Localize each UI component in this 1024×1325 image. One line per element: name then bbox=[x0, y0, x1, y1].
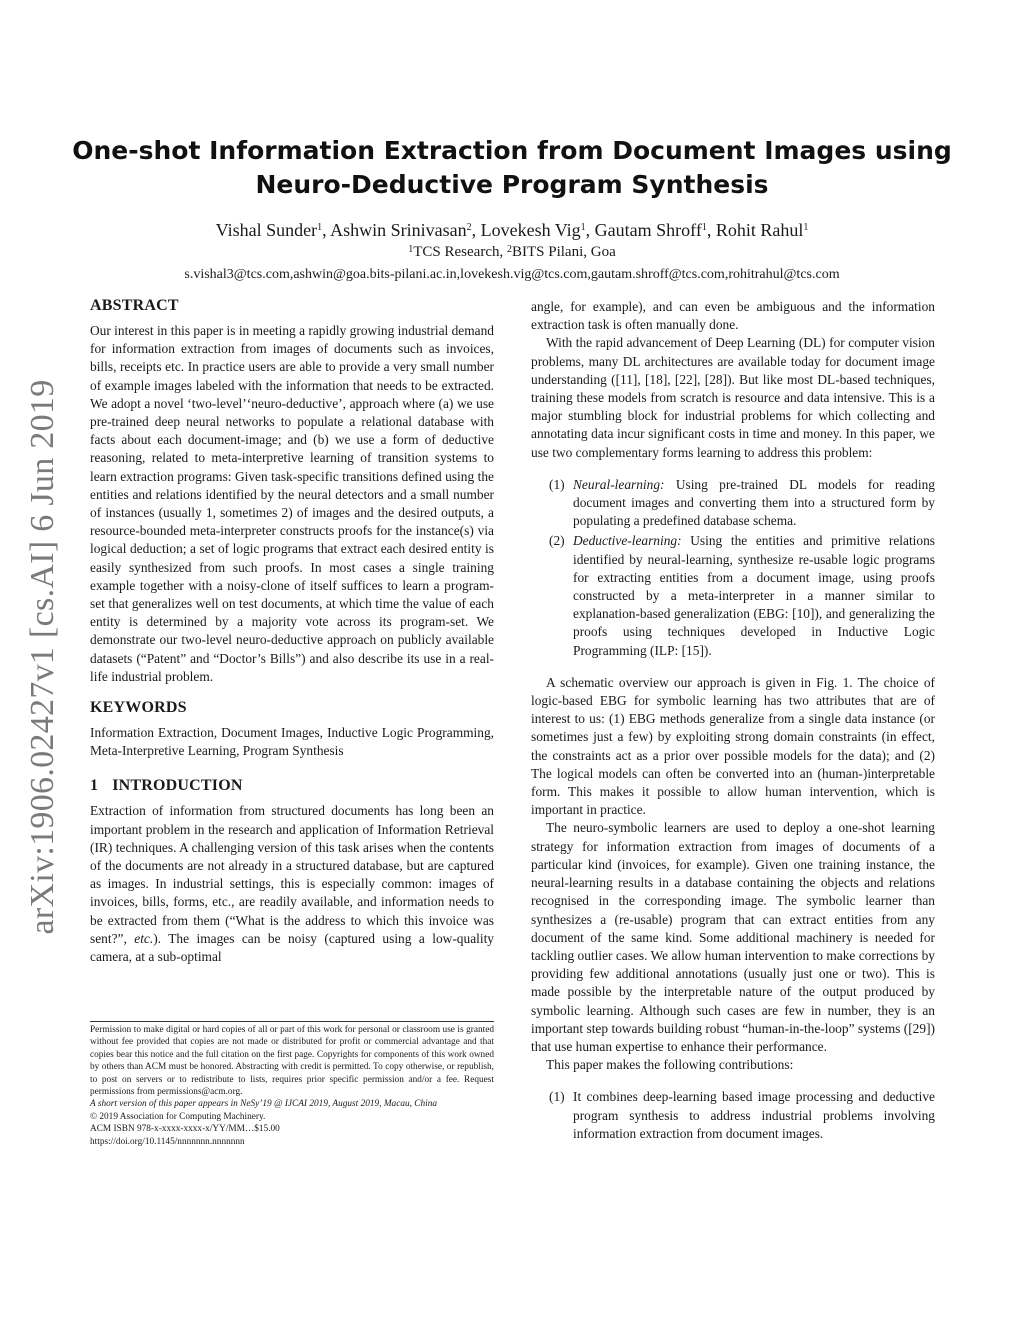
left-column bbox=[90, 296, 494, 966]
list-marker: (2) bbox=[549, 533, 565, 549]
permission-notice: Permission to make digital or hard copies of all or part of this work for personal or classroom use is granted without fee provided that copies are not made or distributed for profit or commercial advantage and that copies bear this notice and the full citation on the first page. Copyrights for components of this work owned by others than ACM must be honored. Abstracting with credit is permitted. To copy otherwise, or republish, to post on servers or to redistribute to lists, requires prior specific permission and/or a fee. Request permissions from permissions@acm.org. bbox=[90, 1025, 494, 1098]
list-item-text: Using pre-trained DL models for reading document images and converting them into a structured form by populating a predefined database schema. bbox=[573, 476, 935, 529]
author-affil-sup: 1 bbox=[803, 222, 809, 233]
author-emails: s.vishal3@tcs.com,ashwin@goa.bits-pilani.ac.in,lovekesh.vig@tcs.com,gautam.shroff@tcs.com,rohitrahul@tcs.com bbox=[184, 267, 840, 282]
list-item bbox=[531, 476, 935, 531]
abstract-text: Our interest in this paper is in meeting a rapidly growing industrial demand for information extraction from images of documents such as invoices, bills, receipts etc. In practice users are able to provide a very small number of example images labeled with the information that needs to be extracted. We adopt a novel ‘two-level’‘neuro-deductive’, approach where (a) we use pre-trained deep neural networks to populate a relational database with facts about each document-image; and (b) we use a form of deductive reasoning, related to meta-interpretive learning of transition systems to learn extraction programs: Given task-specific transitions defined using the entities and relations identified by the neural detectors and a small number of instances (usually 1, sometimes 2) of images and the desired outputs, a resource-bounded meta-interpreter constructs proofs for the instance(s) via logical deduction; a set of logic programs that extract each desired entity is easily synthesized from such proofs. In most cases a single training example together with a noisy-clone of itself suffices to learn a program-set that generalizes well on test documents, at which time the value of each entity is determined by a majority vote across its program-set. We demonstrate our two-level neuro-deductive approach on publicly available datasets (“Patent” and “Doctor’s Bills”) and also describe its use in a real-life industrial problem. bbox=[90, 323, 494, 684]
list-item-label: Neural-learning: bbox=[573, 476, 665, 492]
right-column bbox=[531, 298, 935, 1157]
introduction-heading bbox=[90, 776, 494, 796]
schematic-paragraph: A schematic overview our approach is given in Fig. 1. The choice of logic-based EBG for symbolic learning has two attributes that are of interest to us: (1) EBG methods generalize from a single data instance (or sometimes just a few) by exploiting strong domain constraints (in effect, the constraints act as a prior over possible models for the data); and (2) The logical models can often be converted into an (human-)interpretable form. This makes it possible to allow human intervention, which is important in practice. bbox=[531, 674, 935, 818]
list-item bbox=[531, 1088, 935, 1143]
section-title: INTRODUCTION bbox=[112, 777, 243, 795]
dl-paragraph: With the rapid advancement of Deep Learning (DL) for computer vision problems, many DL architectures are available today for document image understanding ([11], [18], [22], [28]). But like most DL-based techniques, training these models from scratch is resource and data intensive. This is a major stumbling block for industrial problems for which collecting and annotating data incur significant costs in time and money. In this paper, we use two complementary forms learning to address this problem: bbox=[531, 335, 935, 460]
intro-emphasis: etc. bbox=[134, 930, 154, 946]
copyright-line: © 2019 Association for Computing Machinery. bbox=[90, 1111, 266, 1122]
learning-forms-list bbox=[531, 476, 935, 660]
list-item-text: It combines deep-learning based image processing and deductive program synthesis to address industrial problems involving information extraction from document images. bbox=[573, 1089, 935, 1141]
short-version-note bbox=[90, 1098, 494, 1110]
author-name: Rohit Rahul bbox=[715, 220, 804, 240]
paper-title-line-1: One-shot Information Extraction from Document Images using bbox=[72, 136, 952, 165]
author-name: Vishal Sunder bbox=[215, 220, 318, 240]
author-name: Ashwin Srinivasan bbox=[330, 220, 467, 240]
footnote-divider bbox=[90, 1021, 494, 1022]
list-marker: (1) bbox=[549, 476, 565, 492]
isbn-line: ACM ISBN 978-x-xxxx-xxxx-x/YY/MM…$15.00 bbox=[90, 1124, 280, 1135]
contributions-intro: This paper makes the following contributions: bbox=[546, 1057, 794, 1073]
affiliations bbox=[0, 242, 1024, 262]
abstract-heading: ABSTRACT bbox=[90, 297, 179, 314]
affil-sup: 2 bbox=[506, 244, 512, 255]
section-number: 1 bbox=[90, 777, 99, 795]
affil-sup: 1 bbox=[408, 244, 414, 255]
list-item-label: Deductive-learning: bbox=[573, 533, 682, 549]
author-affil-sup: 1 bbox=[701, 222, 707, 233]
list-marker: (1) bbox=[549, 1089, 565, 1105]
intro-text-end: ). The images can be noisy (captured using a low-quality camera, at a sub-optimal bbox=[90, 930, 494, 965]
footnote bbox=[90, 1024, 494, 1148]
continued-paragraph: angle, for example), and can even be ambiguous and the information extraction task is often manually done. bbox=[531, 299, 935, 333]
doi-line: https://doi.org/10.1145/nnnnnnn.nnnnnnn bbox=[90, 1136, 245, 1147]
author-affil-sup: 1 bbox=[580, 222, 586, 233]
affiliation: BITS Pilani, Goa bbox=[511, 244, 616, 260]
author-affil-sup: 2 bbox=[466, 222, 472, 233]
author-list: Vishal Sunder$^1$, Ashwin Srinivasan$^2$, Lovekesh Vig$^1$, Gautam Shroff$^1$, Rohit Rahul$^1$ bbox=[215, 220, 809, 240]
list-item bbox=[531, 532, 935, 659]
intro-paragraph bbox=[90, 802, 494, 966]
paper-title-line-2: Neuro-Deductive Program Synthesis bbox=[255, 170, 769, 199]
paper-header bbox=[0, 134, 1024, 286]
author-affil-sup: 1 bbox=[317, 222, 323, 233]
keywords-text: Information Extraction, Document Images, Inductive Logic Programming, Meta-Interpretive Learning, Program Synthesis bbox=[90, 725, 494, 759]
neuro-symbolic-paragraph: The neuro-symbolic learners are used to deploy a one-shot learning strategy for information extraction from images of documents of a particular kind (invoices, for example). Given one training instance, the neural-learning results in a database containing the objects and relations recognised in the corresponding image. The symbolic learner than synthesizes a (re-usable) program that can extract entities from any document of the same kind. Some additional machinery is needed for tackling outlier cases. We allow human intervention to make corrections by providing few additional annotations (usually just one or two). This is made possible by the interpretable nature of the output produced by symbolic learning. Although such cases are few in number, they is an important step towards building robust “human-in-the-loop” systems ([29]) that use human expertise to enhance their performance. bbox=[531, 820, 935, 1054]
affiliation: TCS Research, bbox=[413, 244, 507, 260]
list-item-text: Using the entities and primitive relations identified by neural-learning, synthesize re-usable logic programs for extracting entities from a document image, using proofs constructed by a meta-interpreter in a manner similar to explanation-based generalization (EBG: [10]), and generalizing the proofs using techniques developed in Inductive Logic Programming (ILP: [15]). bbox=[573, 533, 935, 658]
arxiv-identifier: arXiv:1906.02427v1 [cs.AI] 6 Jun 2019 bbox=[24, 379, 61, 935]
author-name: Lovekesh Vig bbox=[480, 220, 581, 240]
short-version-text: A short version of this paper appears in NeSy’19 @ IJCAI 2019, August 2019, Macau, China bbox=[90, 1099, 438, 1110]
intro-text: Extraction of information from structured documents has long been an important problem in the research and application of Information Retrieval (IR) techniques. A challenging version of this task arises when the contents of the documents are not already in a structured database, but are captured as images. In industrial settings, this is especially common: images of invoices, bills, forms, etc., are readily available, and information needs to be extracted from them (“What is the address to which this invoice was sent?”, bbox=[90, 803, 494, 946]
contributions-list bbox=[531, 1088, 935, 1143]
author-name: Gautam Shroff bbox=[594, 220, 702, 240]
keywords-heading: KEYWORDS bbox=[90, 699, 187, 717]
